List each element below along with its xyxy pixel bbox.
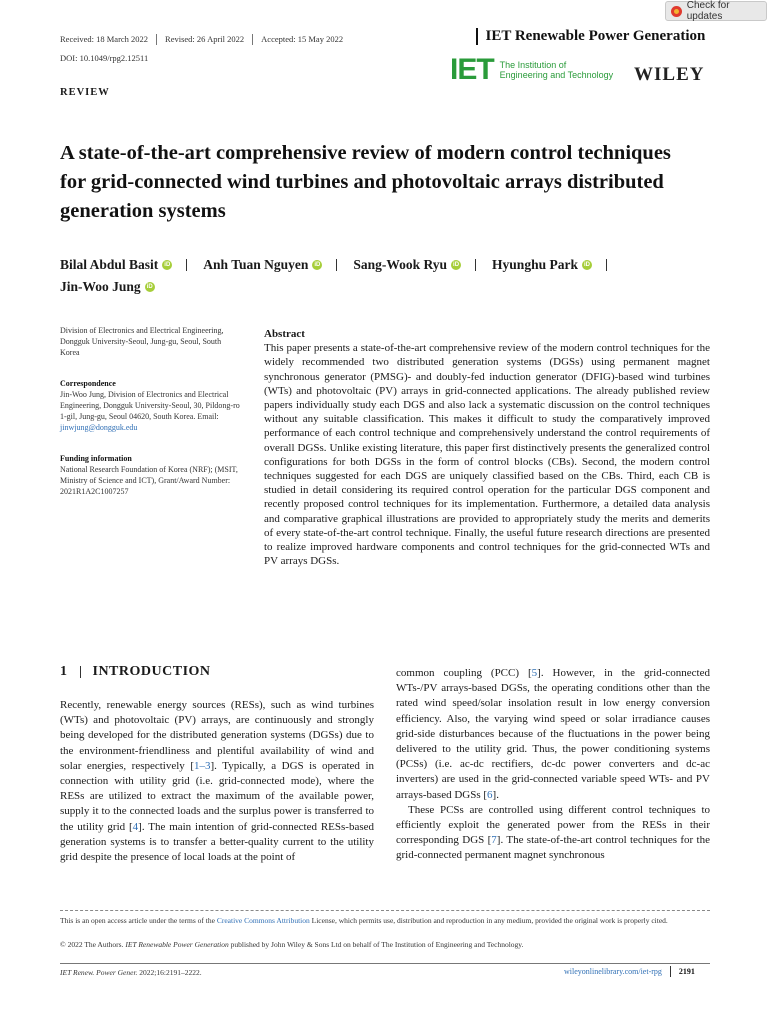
doi[interactable]: DOI: 10.1049/rpg2.12511	[60, 53, 149, 63]
text-run: ]. The main intention of grid-connected RESs-based generation systems is to transfer a better-quality current to the utility grid despite the presence of local loads at the point of	[60, 820, 374, 864]
body-column-right	[396, 666, 710, 864]
divider	[336, 259, 337, 271]
author-list	[60, 257, 623, 273]
abstract	[264, 327, 710, 568]
author-name[interactable]: Jin-Woo Jung	[60, 279, 141, 294]
text-run: Recently, renewable energy sources (RESs), such as wind turbines (WTs) and photovoltaic (PV) arrays, are continuously and strongly being developed for the distributed generation systems (DGSs) due to the environment-friendliness and plentiful availability of wind and solar energies, respectively [	[60, 699, 374, 772]
text-run: These PCSs are controlled using different control techniques to efficiently exploit the generated power from the RESs in their corresponding DGS [	[396, 803, 710, 847]
orcid-icon[interactable]: iD	[453, 262, 460, 268]
divider	[475, 259, 476, 271]
abstract-text: This paper presents a state-of-the-art comprehensive review of the modern control techniques for the widely recommended two distributed generation systems (DGSs) using permanent magnet synchronous generator (PMSG)- and doubly-fed induction generator (DFIG)-based wind turbines (WTs) and photovoltaic (PV) arrays in grid-connected applications. The already published review papers individually study each DGS and also lack a systematic discussion on the control techniques without any suitable classification. This makes it difficult to study the comparatively improved performance of each control technique and comprehensively understand the control requirements of overall DGSs. Unlike existing literature, this paper first distinctively presents the generalized control configurations for both DGSs in the form of control blocks (CBs). Second, the modern control techniques suggested for each DGS are uniquely classified based on the CBs. Third, each CB is studied in detail considering its required control operation for the particular DGS component and recently proposed control techniques for its implementation. Furthermore, a detailed data analysis and comparative graphical illustrations are provided to appropriately study the merits and demerits of every state-of-the-art control technique. Finally, the useful future research directions are presented to realize improved hardware components and control techniques for the grid-connected WTs and PV arrays DGSs.	[264, 342, 710, 568]
footnote-divider	[60, 910, 710, 911]
check-for-updates-label: Check for updates	[686, 0, 730, 22]
text-run: This is an open access article under the terms of the	[60, 916, 217, 925]
paper-title: A state-of-the-art comprehensive review of modern control techniques for grid-connected wind turbines and photovoltaic arrays distributed generation systems	[60, 142, 671, 222]
article-dates	[60, 34, 343, 45]
journal-header	[476, 28, 705, 45]
iet-logo-line1: The Institution of	[499, 60, 567, 70]
page-number: 2191	[678, 967, 695, 976]
body-column-left	[60, 698, 374, 865]
received-date: Received: 18 March 2022	[60, 34, 149, 44]
section-label: REVIEW	[60, 87, 110, 98]
copyright-notice	[60, 940, 720, 949]
text-run: ].	[492, 788, 499, 801]
divider	[186, 259, 187, 271]
citation-link[interactable]: 7	[491, 834, 497, 847]
email-label: Email:	[197, 412, 219, 421]
text-run: License, which permits use, distribution and reproduction in any medium, provided the original work is properly cited.	[309, 916, 668, 925]
section-title: INTRODUCTION	[92, 664, 211, 679]
license-link[interactable]: Creative Commons Attribution	[216, 916, 310, 925]
journal-url-link[interactable]: wileyonlinelibrary.com/iet-rpg	[564, 967, 662, 976]
section-heading	[60, 664, 211, 680]
divider	[476, 28, 478, 45]
author-list	[60, 279, 155, 295]
divider	[156, 34, 157, 45]
correspondence	[60, 378, 242, 433]
journal-name-italic: IET Renewable Power Generation	[125, 940, 229, 949]
text-run: ]. The state-of-the-art control techniques for the grid-connected permanent magnet synchronous	[396, 834, 710, 862]
funding-heading: Funding information	[60, 454, 132, 463]
abstract-heading: Abstract	[264, 328, 305, 340]
paragraph	[60, 698, 374, 865]
divider	[606, 259, 607, 271]
check-for-updates-button[interactable]	[665, 1, 767, 21]
iet-logo-text	[500, 60, 613, 80]
orcid-icon[interactable]: iD	[164, 262, 171, 268]
footer-divider	[60, 963, 710, 964]
divider	[80, 666, 81, 678]
journal-name: IET Renewable Power Generation	[485, 28, 706, 44]
footer-citation	[60, 968, 202, 977]
section-number: 1	[60, 664, 68, 679]
revised-date: Revised: 26 April 2022	[165, 34, 245, 44]
divider	[252, 34, 253, 45]
paragraph	[396, 666, 710, 803]
affiliation: Division of Electronics and Electrical Engineering, Dongguk University-Seoul, Jung-gu, Seoul, South Korea	[60, 326, 224, 357]
crossmark-icon	[671, 6, 682, 17]
email-link[interactable]: jinwjung@dongguk.edu	[60, 423, 138, 432]
funding-information	[60, 453, 242, 497]
iet-logo	[450, 53, 614, 86]
wiley-logo: WILEY	[634, 64, 705, 85]
iet-logo-line2: Engineering and Technology	[499, 70, 614, 80]
text-run: common coupling (PCC) [	[396, 667, 532, 679]
author-name[interactable]: Sang-Wook Ryu	[353, 257, 448, 272]
citation-volume: 2022;16:2191–2222.	[137, 968, 202, 977]
correspondence-text: Jin-Woo Jung, Division of Electronics and Electrical Engineering, Dongguk University-Seoul, 30, Pildong-ro 1-gil, Jung-gu, Seoul 04620, South Korea.	[60, 390, 240, 421]
accepted-date: Accepted: 15 May 2022	[261, 34, 344, 44]
text-run: ]. However, in the grid-connected WTs-/PV arrays-based DGSs, the operating conditions other than the rated wind speed/solar insolation result in low energy conversion efficiency. Also, the varying wind speed or solar irradiance causes grid-side disturbances because of the fluctuations in the power being delivered to the utility grid. Thus, the power conditioning systems (PCSs) (i.e. ac-dc rectifiers, dc-dc power converters and dc-ac inverters) are used in the grid-connected variable speed WTs- and PV arrays-based DGSs [	[396, 667, 710, 801]
citation-link[interactable]: 4	[132, 820, 139, 833]
iet-logo-mark: IET	[450, 53, 494, 86]
paragraph	[396, 803, 710, 864]
author-name[interactable]: Bilal Abdul Basit	[60, 257, 159, 272]
citation-link[interactable]: 6	[487, 788, 493, 801]
orcid-icon[interactable]: iD	[314, 262, 321, 268]
correspondence-heading: Correspondence	[60, 379, 116, 388]
text-run: © 2022 The Authors.	[60, 940, 126, 949]
citation-link[interactable]: 1–3	[194, 759, 211, 772]
orcid-icon[interactable]: iD	[146, 284, 153, 290]
text-run: ]. Typically, a DGS is operated in connection with utility grid (i.e. grid-connected mode), where the RESs are utilized to extract the maximum of the available power, supply it to the connected loads and the surplus power is transferred to the utility grid [	[60, 759, 375, 833]
divider	[670, 966, 671, 977]
orcid-icon[interactable]: iD	[583, 262, 590, 268]
citation-journal: IET Renew. Power Gener.	[60, 968, 138, 977]
author-name[interactable]: Anh Tuan Nguyen	[203, 257, 309, 272]
author-name[interactable]: Hyunghu Park	[492, 257, 578, 272]
funding-text: National Research Foundation of Korea (NRF); (MSIT, Ministry of Science and ICT), Grant/Award Number: 2021R1A2C1007257	[60, 465, 238, 496]
footer-right	[564, 966, 695, 977]
license-notice	[60, 915, 720, 926]
citation-link[interactable]: 5	[531, 667, 538, 679]
text-run: published by John Wiley & Sons Ltd on behalf of The Institution of Engineering and Technology.	[228, 940, 524, 949]
